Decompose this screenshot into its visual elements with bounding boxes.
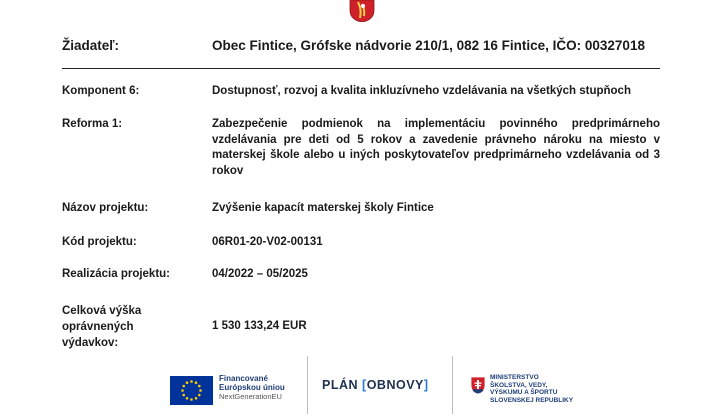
- applicant-label: Žiadateľ:: [62, 38, 119, 53]
- total-expenses-value: 1 530 133,24 EUR: [212, 320, 307, 332]
- component-label: Komponent 6:: [62, 85, 140, 97]
- component-value: Dostupnosť, rozvoj a kvalita inkluzívneho vzdelávania na všetkých stupňoch: [212, 85, 631, 97]
- plan-obnovy-word: OBNOVY: [366, 378, 424, 392]
- reform-label: Reforma 1:: [62, 118, 123, 130]
- plan-word: PLÁN: [322, 378, 359, 392]
- eu-line2: Európskou úniou: [219, 383, 285, 392]
- project-period-label: Realizácia projektu:: [62, 268, 171, 280]
- plan-bracket-right: ]: [423, 378, 429, 392]
- eu-funding-text: [219, 374, 285, 401]
- plan-bracket-left: [: [362, 378, 367, 392]
- ministry-text: [490, 374, 573, 404]
- project-code-value: 06R01-20-V02-00131: [212, 236, 323, 248]
- footer-divider-2: [452, 356, 453, 414]
- footer-divider-1: [307, 356, 308, 414]
- reform-value: Zabezpečenie podmienok na implementáciu povinného predprimárneho vzdelávania pre deti od 5 rokov a zavedenie právneho nároku na miesto v materskej škole alebo u iných poskytovateľov predprimárneho vzdelávania od 3 rokov: [212, 118, 660, 177]
- project-code-label: Kód projektu:: [62, 236, 137, 248]
- municipality-crest-icon: [348, 0, 376, 22]
- ministry-line2: ŠKOLSTVA, VEDY,: [490, 381, 548, 389]
- total-expenses-label: Celková výška oprávnených výdavkov:: [62, 305, 142, 349]
- header-divider: [62, 68, 660, 69]
- ministry-line4: SLOVENSKEJ REPUBLIKY: [490, 396, 574, 404]
- project-period-value: 04/2022 – 05/2025: [212, 268, 308, 280]
- eu-line1: Financované: [219, 374, 268, 383]
- project-name-label: Názov projektu:: [62, 202, 149, 214]
- eu-flag-icon: [170, 376, 213, 405]
- ministry-line1: MINISTERSTVO: [490, 374, 539, 381]
- ministry-line3: VÝSKUMU A ŠPORTU: [490, 389, 558, 396]
- plan-obnovy-logo: [322, 378, 429, 392]
- applicant-value: Obec Fintice, Grófske nádvorie 210/1, 082 16 Fintice, IČO: 00327018: [212, 38, 645, 53]
- slovak-crest-icon: [470, 376, 486, 395]
- project-name-value: Zvýšenie kapacít materskej školy Fintice: [212, 202, 434, 214]
- eu-line3: NextGenerationEU: [219, 392, 282, 401]
